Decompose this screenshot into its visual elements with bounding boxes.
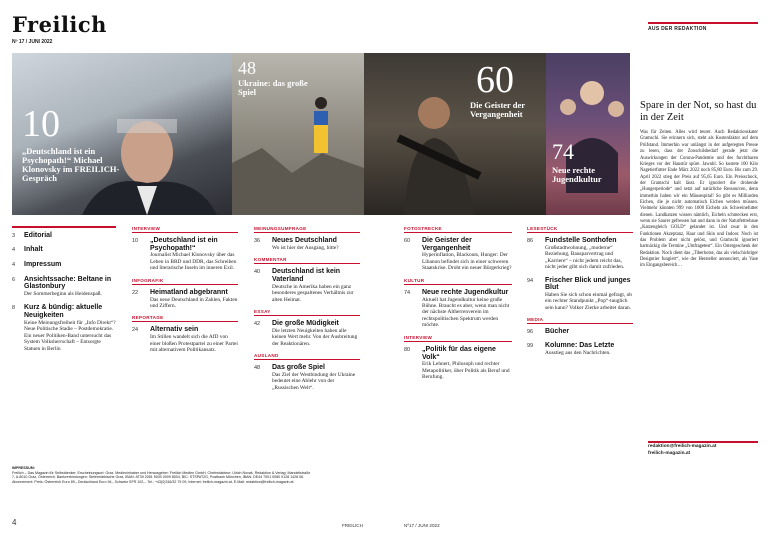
contact-email-link[interactable]: redaktion@freilich-magazin.at [648, 444, 717, 449]
feature-page-number: 60 [476, 59, 514, 101]
soldier-figure [364, 53, 546, 215]
sidebar-body: Was für Zeiten. Alles wird teurer. Auch Redaktionskater Gramschi. Sie erinnern sich, steht als Kostenfaktor auf dem Prüfstand. Immerhin war unlängst in der aufgeregten Presse zu lesen, dass der Zooschilsbedarf gerade jetzt die Auswirkungen der Corona-Pandemie und des furchtbaren Krieges vor der Haustür spüre. Jawohl. So kostete 100 Kilo Nagetierfutter Ende März 2022 noch 85,80 Euro. Bis zum 29. April 2022 stieg der Preis auf 95,65 Euro. Ein Preisschock, der Gramschi kalt lässt. Er ignoriert die drohende „Hungerperiode“ und setzt auf natürliche Ressourcen, denn immerhin haben wir ein Mäusespital! So gibt es Milliarden Eichen, die je nicht automatisch Eichen werden müssen. Vielmehr könnten 999 von 1000 Eicheln als Schweinefutter dienen. Landkatzen wissen nämlich, Eicheln schmecken erst, wenn sie Saurer gefressen hat und dann in der Naturfettrebaue „Katzengleich GOLD“ gelandet ist. Und zwar in den Funktionen Akzeptanz, Haar und Skin und Indoor. Noch ist das Problem aber nicht gelöst, und Gramschi ignoriert hartnäckig die Termine „Umfragetest“. Ein Ostergeschenk der Redaktion. Noch dient das „Tiberhotse, das als vielschichtiger Designtier fungiert“, wie der Hersteller annonciert, als Vase im Eingangsbereich… [640, 130, 758, 269]
toc-title: Neues Deutschland [272, 237, 337, 244]
toc-page-number: 80 [404, 346, 411, 353]
masthead [12, 12, 107, 45]
toc-entry[interactable] [254, 237, 360, 251]
redaktion-tag: AUS DER REDAKTION [648, 26, 707, 32]
toc-page-number: 48 [254, 365, 261, 372]
toc-title: Impressum [24, 260, 62, 268]
sidebar-headline: Spare in der Not, so hast du in der Zeit [640, 100, 757, 124]
toc-entry[interactable] [527, 237, 633, 271]
toc-description: Aktuell hat Jugendkultur keine große Bühne. Braucht es aber, wenn man nicht der nächste Altherrenverein im rechtspolitischen Spektrum werden möchte. [422, 296, 510, 329]
toc-entry[interactable] [12, 261, 116, 269]
impressum-text: Freilich – Das Magazin für Selbstdenker. Erscheinungsort: Graz. Medieninhaber und Herausgeber: Freilich Medien GmbH, Chefredakteur: Ulrich Novak, Redaktion & Verlag: Mandellstraße 7, A-8010 Graz, Österreich. Bankverbindungen: Steiermärkische Graz, IBAN: AT39 2081 5000 0009 8004, BIC: STSPAT2G, Postbank München, IBAN: DE44 7001 0080 0128 1428 06. Abonnement: Preis: Österreich Euro 89,- Deutschland Euro 94,- Schweiz SFR 102,-. Tel.: +43(0)316/32 79 09, Internet: freilich-magazin.at, E-Mail: redaktion@freilich-magazin.at [12, 470, 311, 485]
toc-title: Kolumne: Das Letzte [545, 342, 615, 350]
toc-entry[interactable] [132, 289, 238, 310]
toc-entry[interactable] [12, 246, 116, 254]
toc-title: Fundstelle Sonthofen [545, 237, 617, 244]
section-label: KULTUR [404, 278, 512, 285]
toc-entry[interactable] [254, 268, 360, 303]
toc-page-number: 40 [254, 269, 261, 276]
feature-image-lebanon[interactable] [364, 53, 546, 215]
magazine-logo: Freilich [12, 12, 107, 37]
feature-page-number: 74 [552, 139, 574, 164]
toc-column-main [12, 226, 116, 359]
section-label: LESESTÜCK [527, 226, 633, 233]
toc-page-number: 60 [404, 238, 411, 244]
toc-title: Deutschland ist kein Vaterland [272, 268, 341, 283]
feature-image-interview[interactable] [12, 53, 232, 215]
toc-page-number: 8 [12, 305, 16, 312]
section-label: KOMMENTAR [254, 257, 360, 264]
section-label: ESSAY [254, 309, 360, 316]
toc-page-number: 24 [132, 327, 139, 334]
toc-page-number: 3 [12, 232, 16, 239]
impressum [12, 466, 312, 485]
toc-title: Alternativ sein [150, 326, 199, 334]
toc-title: Editorial [24, 231, 53, 239]
toc-column-4 [404, 226, 512, 387]
footer-magazine-name: FREILICH [342, 523, 363, 528]
toc-page-number: 10 [132, 238, 139, 244]
toc-column-5 [527, 226, 633, 362]
toc-title: Die Geister der Vergangenheit [422, 237, 472, 252]
feature-caption: „Deutschland ist ein Psychopath!“ Michael Klonovsky im FREILICH-Gespräch [22, 146, 120, 183]
toc-description: Das neue Deutschland in Zahlen, Fakten und Ziffern. [150, 296, 238, 309]
contact-rule [648, 441, 758, 443]
toc-entry[interactable] [404, 289, 512, 329]
toc-title: Neue rechte Jugendkultur [422, 288, 509, 296]
toc-entry[interactable] [12, 232, 116, 240]
toc-entry[interactable] [132, 237, 238, 272]
toc-title: Das große Spiel [272, 364, 325, 372]
toc-description: Erik Lehnert, Philosoph und rechter Metapolitiker, über Politik als Beruf und Berufung. [422, 361, 510, 381]
toc-entry[interactable] [254, 364, 360, 391]
toc-column-3 [254, 226, 360, 397]
toc-page-number: 96 [527, 329, 534, 336]
toc-page-number: 36 [254, 238, 261, 244]
toc-title: „Deutschland ist ein Psychopath!“ [150, 237, 218, 252]
feature-image-jugendkultur[interactable] [546, 53, 630, 215]
toc-entry[interactable] [254, 320, 360, 347]
toc-description: Der Sommerbeginn als Heidenspaß. [24, 290, 102, 297]
section-label: AUSLAND [254, 353, 360, 360]
toc-entry[interactable] [404, 237, 512, 272]
toc-entry[interactable] [132, 326, 238, 353]
toc-title: Die große Müdigkeit [272, 320, 339, 327]
toc-entry[interactable] [12, 276, 116, 298]
toc-title: Frischer Blick und junges Blut [545, 276, 631, 292]
feature-caption: Ukraine: das große Spiel [238, 78, 308, 97]
toc-description: Die letzten Neuigkeiten haben alle keinen Wert mehr. Von der Ausbreitung der Reaktionären. [272, 327, 358, 347]
section-label: INTERVIEW [404, 335, 512, 342]
feature-page-number: 48 [238, 58, 256, 78]
feature-caption: Neue rechte Jugendkultur [552, 165, 602, 184]
toc-page-number: 94 [527, 277, 534, 284]
toc-description: Das Ziel der Westbindung der Ukraine bedeutet eine Ablehr von der „Russischen Welt“. [272, 371, 356, 391]
toc-title: Kurz & bündig: aktuelle Neuigkeiten [24, 304, 103, 320]
toc-page-number: 74 [404, 289, 411, 296]
toc-title: Bücher [545, 328, 570, 336]
footer-page-number: 4 [12, 518, 17, 527]
toc-page-number: 4 [12, 247, 16, 254]
toc-description: Im Stillen wandelt sich die AfD von einer bloßen Protestpartei zu einer Partei mit alternativem Politikansatz. [150, 334, 238, 354]
section-label: MEDIA [527, 317, 633, 324]
toc-entry[interactable] [404, 346, 512, 381]
editorial-sidebar [640, 100, 758, 270]
toc-description: Großstadtwohnung, „moderne“ Beziehung, Bausparvertrag und „Karriere“ – nicht jedem reicht das, nicht jeder gibt sich damit zufrieden. [545, 244, 625, 271]
redaktion-rule [648, 22, 758, 24]
toc-page-number: 99 [527, 343, 534, 350]
section-label: REPORTAGE [132, 315, 238, 322]
issue-label: Nº 17 / JUNI 2022 [12, 39, 53, 45]
toc-description: Deutsche in Amerika haben ein ganz besonderes gespaltenes Verhältnis zur alten Heimat. [272, 283, 354, 303]
toc-description: Journalist Michael Klonovsky über das Leben in BRD und DDR, das Schreiben und literarische Inseln im inneren Exil. [150, 252, 237, 272]
toc-description: Hyperinflation, Blackouts, Hunger: Der Libanon befindet sich in einer schweren Staatskrise. Droht ein neuer Bürgerkrieg? [422, 252, 512, 272]
section-label: INTERVIEW [132, 226, 238, 233]
toc-entry[interactable] [527, 277, 633, 312]
section-label: FOTOSTRECKE [404, 226, 512, 233]
toc-title: Heimatland abgebrannt [150, 288, 228, 296]
toc-page-number: 22 [132, 289, 139, 296]
section-label: MEINUNGSUMFRAGE [254, 226, 360, 233]
toc-page-number: 86 [527, 238, 534, 244]
toc-rule [12, 226, 116, 228]
toc-description: Keine Meinungsfreiheit für „Info Direkt“? Neue Politische Stadie – Postdemokratie. Ein neuer Politiken-Band untersucht das System Volksherrschaft – Entsorgte Statuen in Berlin [24, 319, 116, 352]
toc-title: „Politik für das eigene Volk“ [422, 345, 496, 361]
illustration-figure [546, 53, 630, 215]
toc-description: Haben Sie sich schon einmal gefragt, ob ein rechter Standpunkt „Pop“-tauglich sein kann? Volker Zierke arbeitet daran. [545, 292, 632, 311]
footer-issue: Nº17 / JUNI 2022 [404, 523, 440, 528]
impressum-heading: IMPRESSUM: [12, 466, 35, 470]
toc-page-number: 4 [12, 261, 16, 268]
toc-description: Wo ist hier der Ausgang, bitte? [272, 244, 339, 251]
feature-page-number: 10 [22, 103, 60, 145]
toc-title: Ansichtssache: Beltane in Glastonbury [24, 275, 112, 291]
toc-description: Ausstieg aus den Nachrichten. [545, 349, 611, 356]
feature-caption: Die Geister der Vergangenheit [470, 100, 525, 119]
section-label: INFOGRAFIK [132, 278, 238, 285]
contact-website-link[interactable]: freilich-magazin.at [648, 450, 691, 456]
feature-image-ukraine[interactable] [232, 53, 364, 215]
toc-title: Inhalt [24, 246, 43, 254]
toc-entry[interactable] [527, 328, 633, 336]
toc-entry[interactable] [527, 342, 633, 356]
toc-column-2 [132, 226, 238, 360]
contact-block [648, 444, 716, 457]
toc-entry[interactable] [12, 304, 116, 352]
toc-page-number: 42 [254, 321, 261, 327]
toc-page-number: 6 [12, 276, 16, 283]
